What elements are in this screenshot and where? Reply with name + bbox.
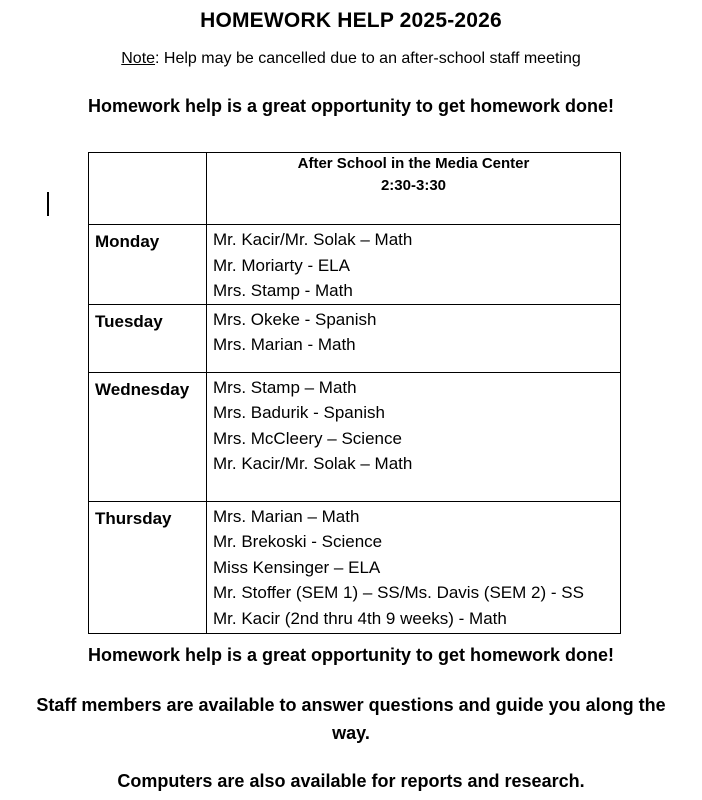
header-location-cell xyxy=(207,153,621,225)
table-header-row xyxy=(89,153,621,225)
staff-entry: Mrs. Badurik - Spanish xyxy=(213,403,385,422)
staff-cell-monday xyxy=(207,225,621,305)
day-cell-monday: Monday xyxy=(89,225,207,305)
staff-cell-tuesday xyxy=(207,304,621,372)
table-row xyxy=(89,225,621,305)
page-title: HOMEWORK HELP 2025-2026 xyxy=(200,9,502,32)
staff-entry: Mrs. McCleery – Science xyxy=(213,428,402,448)
staff-entry: Mr. Moriarty - ELA xyxy=(213,255,350,275)
staff-entry: Mr. Kacir/Mr. Solak – Math xyxy=(213,230,413,249)
staff-entry: Miss Kensinger – ELA xyxy=(213,557,381,577)
text-cursor xyxy=(47,192,49,216)
staff-cell-wednesday xyxy=(207,372,621,501)
staff-entry: Mrs. Marian - Math xyxy=(213,335,356,354)
note-label: Note xyxy=(121,50,156,67)
table-row xyxy=(89,372,621,501)
computers-availability-text: Computers are also available for reports and research. xyxy=(117,771,585,791)
headline-repeat: Homework help is a great opportunity to get homework done! xyxy=(87,645,615,665)
day-cell-thursday: Thursday xyxy=(89,501,207,633)
table-row xyxy=(89,501,621,633)
staff-entry: Mrs. Stamp - Math xyxy=(213,281,353,300)
header-blank-cell xyxy=(89,153,207,225)
schedule-table xyxy=(88,152,621,634)
staff-entry: Mr. Kacir (2nd thru 4th 9 weeks) - Math xyxy=(213,608,507,628)
staff-cell-thursday xyxy=(207,501,621,633)
staff-entry: Mr. Stoffer (SEM 1) – SS/Ms. Davis (SEM 2) - SS xyxy=(213,583,584,602)
staff-availability-text: Staff members are available to answer questions and guide you along the way. xyxy=(36,695,666,743)
day-cell-wednesday: Wednesday xyxy=(89,372,207,501)
note-line xyxy=(0,50,702,68)
day-cell-tuesday: Tuesday xyxy=(89,304,207,372)
staff-entry: Mr. Brekoski - Science xyxy=(213,532,383,551)
staff-entry: Mrs. Marian – Math xyxy=(213,506,360,526)
header-time: 2:30-3:30 xyxy=(380,177,447,194)
staff-entry: Mrs. Stamp – Math xyxy=(213,377,357,397)
header-location: After School in the Media Center xyxy=(297,155,530,172)
staff-entry: Mrs. Okeke - Spanish xyxy=(213,309,377,329)
table-row xyxy=(89,304,621,372)
staff-entry: Mr. Kacir/Mr. Solak – Math xyxy=(213,454,413,473)
headline-top: Homework help is a great opportunity to get homework done! xyxy=(87,96,615,116)
note-text: : Help may be cancelled due to an after-school staff meeting xyxy=(155,50,581,67)
